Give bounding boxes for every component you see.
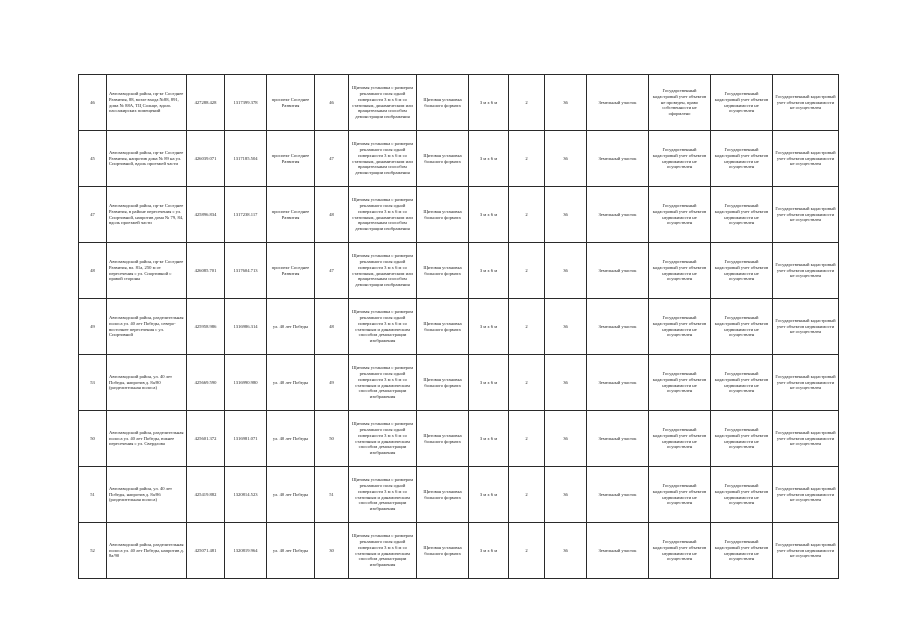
- location-address: Автозаводский район, разделительная полоса ул. 40 лет Победы, напротив д. 8а/90: [107, 523, 187, 579]
- ownership-info-1: Государственный кадастровый учет объектов не проведен, право собственности не оформлено: [649, 75, 711, 131]
- ownership-info-2: Государственный кадастровый учет объектов недвижимости не осуществлен: [711, 411, 773, 467]
- ownership-info-3: Государственный кадастровый учет объектов недвижимости не осуществлен: [773, 299, 839, 355]
- field-size: 3 м х 6 м: [469, 523, 509, 579]
- structure-description: Щитовая установка с размером рекламного поля одной поверхности 3 м х 6 м со статичным и динамическим способом демонстрации изображения: [349, 467, 417, 523]
- field-size: 3 м х 6 м: [469, 243, 509, 299]
- land-type: Земельный участок: [587, 243, 649, 299]
- ownership-info-2: Государственный кадастровый учет объектов недвижимости не осуществлен: [711, 355, 773, 411]
- land-type: Земельный участок: [587, 75, 649, 131]
- structure-description: Щитовая установка с размером рекламного поля одной поверхности 3 м х 6 м со статичным, динамическим или вращательным способом демонстрации изображения: [349, 243, 417, 299]
- row-number: 45: [79, 131, 107, 187]
- row-number: 46: [79, 75, 107, 131]
- street-name: ул. 40 лет Победы: [267, 523, 315, 579]
- ownership-info-1: Государственный кадастровый учет объектов недвижимости не осуществлен: [649, 355, 711, 411]
- table-row: [79, 75, 839, 131]
- sides-count: 2: [509, 75, 545, 131]
- coordinate-x: 425419.882: [187, 467, 225, 523]
- row-number: 49: [79, 299, 107, 355]
- structure-number: 48: [315, 187, 349, 243]
- ownership-info-3: Государственный кадастровый учет объектов недвижимости не осуществлен: [773, 131, 839, 187]
- field-area: 36: [545, 187, 587, 243]
- ownership-info-3: Государственный кадастровый учет объектов недвижимости не осуществлен: [773, 355, 839, 411]
- table-row: [79, 467, 839, 523]
- location-address: Автозаводский район, пр-кт Соседнее Развития, в районе пересечения с ул. Спортивной, напротив дома № 79, 84, вдоль проезжей части: [107, 187, 187, 243]
- coordinate-x: 425669.590: [187, 355, 225, 411]
- field-size: 3 м х 6 м: [469, 131, 509, 187]
- row-number: 47: [79, 187, 107, 243]
- coordinate-x: 425071.481: [187, 523, 225, 579]
- land-type: Земельный участок: [587, 131, 649, 187]
- table-row: [79, 131, 839, 187]
- structure-description: Щитовая установка с размером рекламного поля одной поверхности 3 м х 6 м со статичным и динамическим способом демонстрации изображения: [349, 299, 417, 355]
- ownership-info-2: Государственный кадастровый учет объектов недвижимости не осуществлен: [711, 467, 773, 523]
- coordinate-y: 1317238.117: [225, 187, 267, 243]
- ownership-info-2: Государственный кадастровый учет объектов недвижимости не осуществлен: [711, 523, 773, 579]
- coordinate-x: 426039.071: [187, 131, 225, 187]
- row-number: 53: [79, 355, 107, 411]
- land-type: Земельный участок: [587, 523, 649, 579]
- ownership-info-3: Государственный кадастровый учет объектов недвижимости не осуществлен: [773, 243, 839, 299]
- table-row: [79, 187, 839, 243]
- field-area: 36: [545, 411, 587, 467]
- coordinate-x: 425896.834: [187, 187, 225, 243]
- field-size: 3 м х 6 м: [469, 467, 509, 523]
- ownership-info-3: Государственный кадастровый учет объектов недвижимости не осуществлен: [773, 411, 839, 467]
- land-type: Земельный участок: [587, 187, 649, 243]
- structure-description: Щитовая установка с размером рекламного поля одной поверхности 3 м х 6 м со статичным и динамическим способом демонстрации изображения: [349, 411, 417, 467]
- field-area: 36: [545, 355, 587, 411]
- structure-number: 50: [315, 411, 349, 467]
- street-name: ул. 40 лет Победы: [267, 299, 315, 355]
- street-name: ул. 40 лет Победы: [267, 467, 315, 523]
- location-address: Автозаводский район, разделительная полоса ул. 40 лет Победы, южнее пересечения с ул. Свердлова: [107, 411, 187, 467]
- structure-type: Щитовая установка большого формата: [417, 187, 469, 243]
- structure-type: Щитовая установка большого формата: [417, 467, 469, 523]
- coordinate-y: 1320819.964: [225, 523, 267, 579]
- structure-type: Щитовая установка большого формата: [417, 411, 469, 467]
- field-area: 36: [545, 467, 587, 523]
- ownership-info-1: Государственный кадастровый учет объектов недвижимости не осуществлен: [649, 467, 711, 523]
- field-area: 36: [545, 523, 587, 579]
- structure-number: 47: [315, 131, 349, 187]
- ownership-info-1: Государственный кадастровый учет объектов недвижимости не осуществлен: [649, 187, 711, 243]
- sides-count: 2: [509, 299, 545, 355]
- ownership-info-2: Государственный кадастровый учет объектов недвижимости не осуществлен: [711, 187, 773, 243]
- field-size: 3 м х 6 м: [469, 187, 509, 243]
- ownership-info-3: Государственный кадастровый учет объектов недвижимости не осуществлен: [773, 467, 839, 523]
- coordinate-y: 1317185.504: [225, 131, 267, 187]
- street-name: проспект Соседнее Развития: [267, 187, 315, 243]
- table-row: [79, 299, 839, 355]
- table-row: [79, 523, 839, 579]
- structure-description: Щитовая установка с размером рекламного поля одной поверхности 3 м х 6 м со статичным, динамическим или вращательным способом демонстрации изображения: [349, 187, 417, 243]
- structure-type: Щитовая установка большого формата: [417, 243, 469, 299]
- ownership-info-3: Государственный кадастровый учет объектов недвижимости не осуществлен: [773, 75, 839, 131]
- sides-count: 2: [509, 355, 545, 411]
- ownership-info-1: Государственный кадастровый учет объектов недвижимости не осуществлен: [649, 131, 711, 187]
- sides-count: 2: [509, 243, 545, 299]
- structure-number: 46: [315, 75, 349, 131]
- table-row: [79, 243, 839, 299]
- row-number: 48: [79, 243, 107, 299]
- street-name: проспект Соседнее Развития: [267, 131, 315, 187]
- row-number: 52: [79, 523, 107, 579]
- coordinate-y: 1316990.980: [225, 355, 267, 411]
- ownership-info-1: Государственный кадастровый учет объектов недвижимости не осуществлен: [649, 411, 711, 467]
- field-size: 3 м х 6 м: [469, 75, 509, 131]
- row-number: 50: [79, 411, 107, 467]
- ownership-info-3: Государственный кадастровый учет объектов недвижимости не осуществлен: [773, 187, 839, 243]
- location-address: Автозаводский район, пр-кт Соседнее Развития, вл. 81а, 250 м от пересечения с ул. Спортивной с правой стороны: [107, 243, 187, 299]
- ownership-info-2: Государственный кадастровый учет объектов недвижимости не осуществлен: [711, 75, 773, 131]
- street-name: ул. 40 лет Победы: [267, 355, 315, 411]
- street-name: проспект Соседнее Развития: [267, 75, 315, 131]
- ownership-info-2: Государственный кадастровый учет объектов недвижимости не осуществлен: [711, 243, 773, 299]
- ownership-info-2: Государственный кадастровый учет объектов недвижимости не осуществлен: [711, 299, 773, 355]
- location-address: Автозаводский район, ул. 40 лет Победы, напротив д. 8а/80 (разделительная полоса): [107, 355, 187, 411]
- ownership-info-2: Государственный кадастровый учет объектов недвижимости не осуществлен: [711, 131, 773, 187]
- location-address: Автозаводский район, пр-кт Соседнее Развития, 88, возле входа №88, 891, дома № 88А, ТЦ Солнце, вдоль пассажирских помещений: [107, 75, 187, 131]
- coordinate-x: 425601.372: [187, 411, 225, 467]
- location-address: Автозаводский район, разделительная полоса ул. 40 лет Победы, северо-восточнее пересечения с ул. Спортивной: [107, 299, 187, 355]
- sides-count: 2: [509, 187, 545, 243]
- structure-number: 30: [315, 523, 349, 579]
- land-type: Земельный участок: [587, 411, 649, 467]
- table-row: [79, 411, 839, 467]
- location-address: Автозаводский район, пр-кт Соседнее Развития, напротив дома № 89 на ул. Спортивной, вдоль проезжей части: [107, 131, 187, 187]
- coordinate-x: 425958.986: [187, 299, 225, 355]
- advertising-structures-table: [78, 74, 839, 579]
- structure-type: Щитовая установка большого формата: [417, 299, 469, 355]
- field-size: 3 м х 6 м: [469, 355, 509, 411]
- structure-number: 51: [315, 467, 349, 523]
- structure-description: Щитовая установка с размером рекламного поля одной поверхности 3 м х 6 м со статичным и динамическим способом демонстрации изображения: [349, 355, 417, 411]
- structure-description: Щитовая установка с размером рекламного поля одной поверхности 3 м х 6 м со статичным, динамическим или вращательным способом демонстрации изображения: [349, 75, 417, 131]
- structure-type: Щитовая установка большого формата: [417, 523, 469, 579]
- structure-type: Щитовая установка большого формата: [417, 75, 469, 131]
- street-name: ул. 40 лет Победы: [267, 411, 315, 467]
- field-area: 36: [545, 131, 587, 187]
- field-area: 36: [545, 243, 587, 299]
- sides-count: 2: [509, 411, 545, 467]
- row-number: 51: [79, 467, 107, 523]
- sides-count: 2: [509, 131, 545, 187]
- ownership-info-1: Государственный кадастровый учет объектов недвижимости не осуществлен: [649, 523, 711, 579]
- field-area: 36: [545, 299, 587, 355]
- structure-number: 49: [315, 355, 349, 411]
- coordinate-x: 427288.428: [187, 75, 225, 131]
- land-type: Земельный участок: [587, 299, 649, 355]
- structure-type: Щитовая установка большого формата: [417, 355, 469, 411]
- coordinate-x: 426085.701: [187, 243, 225, 299]
- land-type: Земельный участок: [587, 467, 649, 523]
- structure-number: 47: [315, 243, 349, 299]
- coordinate-y: 1317604.713: [225, 243, 267, 299]
- location-address: Автозаводский район, ул. 40 лет Победы, напротив д. 8а/86 (разделительная полоса): [107, 467, 187, 523]
- coordinate-y: 1317399.378: [225, 75, 267, 131]
- structure-description: Щитовая установка с размером рекламного поля одной поверхности 3 м х 6 м со статичным, динамическим или вращательным способом демонстрации изображения: [349, 131, 417, 187]
- structure-description: Щитовая установка с размером рекламного поля одной поверхности 3 м х 6 м со статичным и динамическим способом демонстрации изображения: [349, 523, 417, 579]
- field-size: 3 м х 6 м: [469, 299, 509, 355]
- field-size: 3 м х 6 м: [469, 411, 509, 467]
- coordinate-y: 1320814.523: [225, 467, 267, 523]
- coordinate-y: 1316981.071: [225, 411, 267, 467]
- sides-count: 2: [509, 523, 545, 579]
- ownership-info-1: Государственный кадастровый учет объектов недвижимости не осуществлен: [649, 243, 711, 299]
- field-area: 36: [545, 75, 587, 131]
- ownership-info-3: Государственный кадастровый учет объектов недвижимости не осуществлен: [773, 523, 839, 579]
- land-type: Земельный участок: [587, 355, 649, 411]
- sides-count: 2: [509, 467, 545, 523]
- structure-type: Щитовая установка большого формата: [417, 131, 469, 187]
- structure-number: 48: [315, 299, 349, 355]
- table-row: [79, 355, 839, 411]
- ownership-info-1: Государственный кадастровый учет объектов недвижимости не осуществлен: [649, 299, 711, 355]
- street-name: проспект Соседнее Развития: [267, 243, 315, 299]
- coordinate-y: 1316986.314: [225, 299, 267, 355]
